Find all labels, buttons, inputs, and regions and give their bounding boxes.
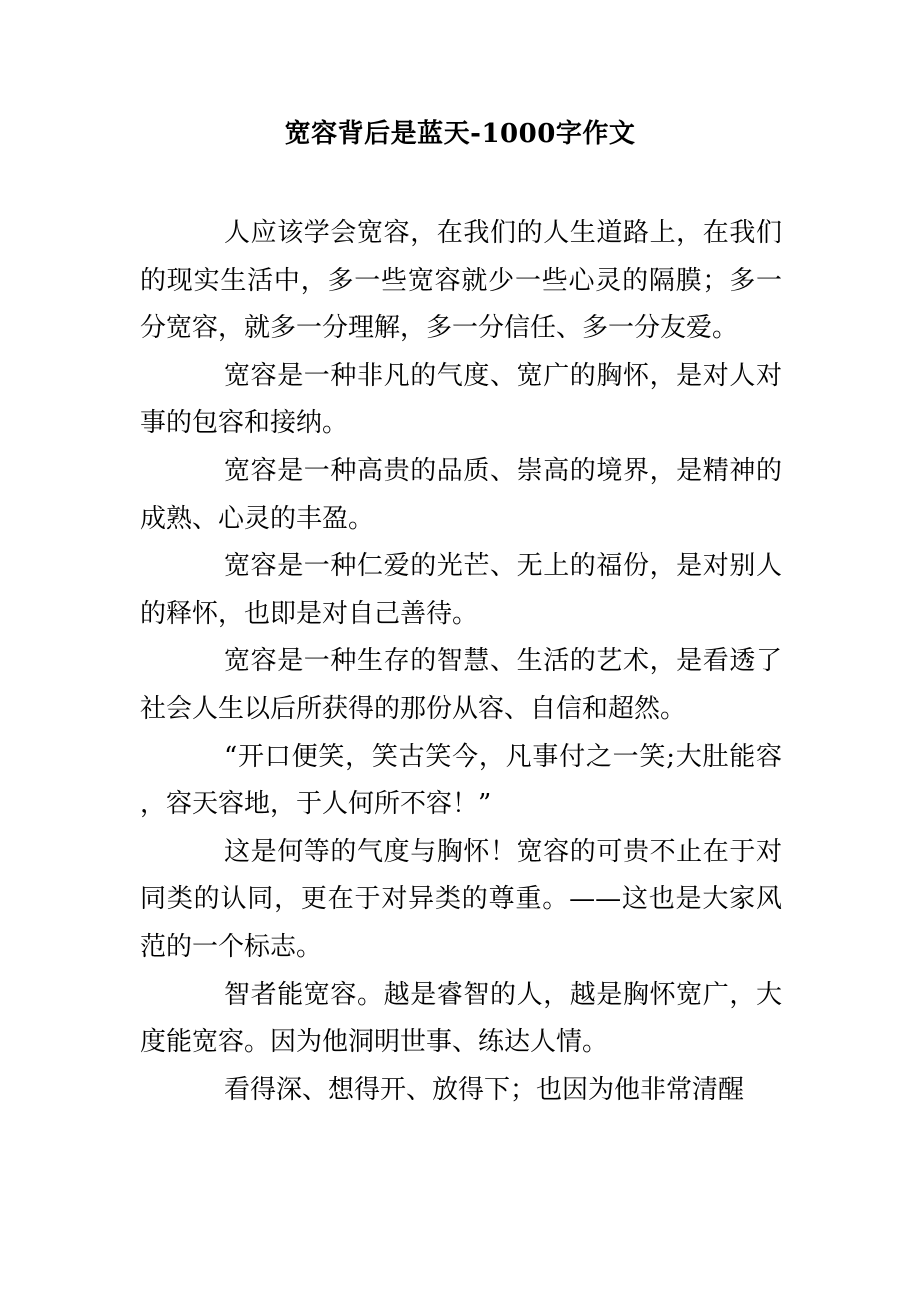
paragraph: 看得深、想得开、放得下；也因为他非常清醒 [224, 1074, 745, 1105]
document-title: 宽容背后是蓝天-1000字作文 [284, 119, 636, 149]
paragraph: 宽容是一种高贵的品质、崇高的境界，是精神的成熟、心灵的丰盈。 [140, 455, 782, 534]
paragraph: 这是何等的气度与胸怀！宽容的可贵不止在于对同类的认同，更在于对异类的尊重。——这也是大家风范的一个标志。 [140, 836, 782, 962]
document-body [140, 210, 782, 1114]
quote-paragraph: “开口便笑，笑古笑今，凡事付之一笑;大肚能容，容天容地，于人何所不容！” [140, 741, 782, 820]
paragraph: 宽容是一种生存的智慧、生活的艺术，是看透了社会人生以后所获得的那份从容、自信和超然。 [140, 646, 782, 724]
paragraph: 智者能宽容。越是睿智的人，越是胸怀宽广，大度能宽容。因为他洞明世事、练达人情。 [140, 979, 782, 1058]
paragraph: 人应该学会宽容，在我们的人生道路上，在我们的现实生活中，多一些宽容就少一些心灵的隔膜；多一分宽容，就多一分理解，多一分信任、多一分友爱。 [140, 218, 782, 344]
paragraph: 宽容是一种仁爱的光芒、无上的福份，是对别人的释怀，也即是对自己善待。 [140, 551, 782, 629]
paragraph: 宽容是一种非凡的气度、宽广的胸怀，是对人对事的包容和接纳。 [140, 360, 782, 439]
